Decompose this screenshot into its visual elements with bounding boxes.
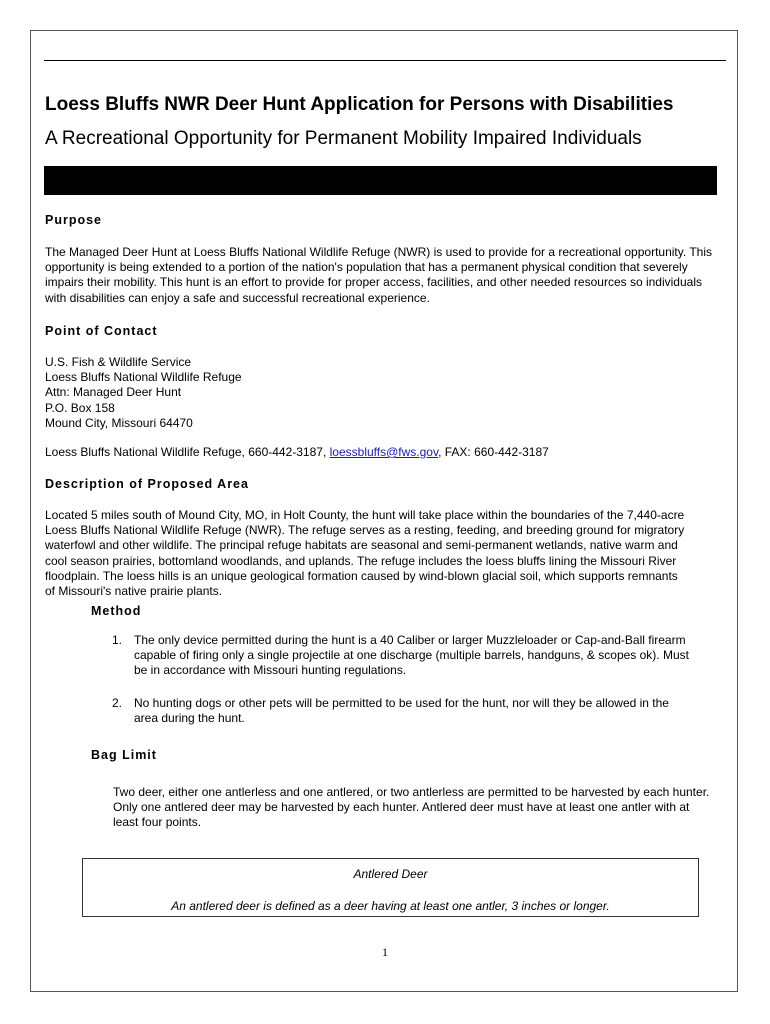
method-line: be in accordance with Missouri hunting regulations. <box>134 663 407 678</box>
bag-limit-line: least four points. <box>113 815 202 830</box>
list-number: 2. <box>112 696 123 710</box>
method-line: The only device permitted during the hunt is a 40 Caliber or larger Muzzleloader or Cap-and-Ball firearm <box>134 633 686 647</box>
description-line: cool season prairies, bottomland woodlands, and uplands. The refuge includes the loess bluffs lining the Missouri River <box>45 553 677 568</box>
page-number: 1 <box>382 945 388 959</box>
document-subtitle: A Recreational Opportunity for Permanent Mobility Impaired Individuals <box>45 128 642 149</box>
note-title: Antlered Deer <box>353 867 428 881</box>
contact-address <box>45 355 725 431</box>
document-title: Loess Bluffs NWR Deer Hunt Application for Persons with Disabilities <box>45 94 674 115</box>
method-line: No hunting dogs or other pets will be permitted to be used for the hunt, nor will they be allowed in the <box>134 696 669 710</box>
purpose-line: impairs their mobility. This hunt is an effort to provide for proper access, facilities, and other needed resources so individuals <box>45 275 702 290</box>
address-line: U.S. Fish & Wildlife Service <box>45 355 192 369</box>
bag-limit-paragraph <box>113 785 713 831</box>
header-bar <box>44 166 717 195</box>
description-line: floodplain. The loess hills is an unique geological formation caused by wind-blown glacial soil, which supports remnants <box>45 568 678 583</box>
top-rule <box>44 60 726 61</box>
description-line: of Missouri's native prairie plants. <box>45 584 223 599</box>
description-line: waterfowl and other wildlife. The principal refuge habitats are seasonal and semi-permanent wetlands, native warm and <box>45 538 678 553</box>
note-text: An antlered deer is defined as a deer having at least one antler, 3 inches or longer. <box>171 899 610 913</box>
contact-fax: , FAX: 660-442-3187 <box>438 445 549 459</box>
purpose-heading: Purpose <box>45 213 103 227</box>
purpose-line: opportunity is being extended to a portion of the nation's population that has a permanent physical condition that severely <box>45 260 688 275</box>
contact-heading: Point of Contact <box>45 324 158 338</box>
purpose-paragraph <box>45 245 725 306</box>
purpose-line: The Managed Deer Hunt at Loess Bluffs National Wildlife Refuge (NWR) is used to provide for a recreational opportunity. This <box>45 245 712 259</box>
antlered-deer-box <box>82 858 699 917</box>
contact-email-link[interactable]: loessbluffs@fws.gov <box>329 445 439 459</box>
list-number: 1. <box>112 633 123 647</box>
bag-limit-heading: Bag Limit <box>91 748 157 762</box>
contact-phone: Loess Bluffs National Wildlife Refuge, 660-442-3187, <box>45 445 330 459</box>
description-heading: Description of Proposed Area <box>45 477 249 491</box>
purpose-line: with disabilities can enjoy a safe and successful recreational experience. <box>45 290 430 305</box>
description-paragraph <box>45 508 725 599</box>
address-line: Mound City, Missouri 64470 <box>45 415 193 430</box>
bag-limit-line: Two deer, either one antlerless and one antlered, or two antlerless are permitted to be harvested by each hunter. <box>113 785 710 799</box>
contact-line <box>45 445 725 460</box>
bag-limit-line: Only one antlered deer may be harvested by each hunter. Antlered deer must have at least one antler with at <box>113 800 690 815</box>
address-line: Loess Bluffs National Wildlife Refuge <box>45 370 242 385</box>
method-item-2 <box>112 696 712 730</box>
method-heading: Method <box>91 604 142 618</box>
description-line: Loess Bluffs National Wildlife Refuge (NWR). The refuge serves as a resting, feeding, and breeding ground for migratory <box>45 523 685 538</box>
method-line: area during the hunt. <box>134 711 245 726</box>
description-line: Located 5 miles south of Mound City, MO, in Holt County, the hunt will take place within the boundaries of the 7,440-acre <box>45 508 685 522</box>
address-line: P.O. Box 158 <box>45 400 115 415</box>
method-line: capable of firing only a single projectile at one discharge (multiple barrels, handguns, & scopes ok). Must <box>134 648 689 663</box>
address-line: Attn: Managed Deer Hunt <box>45 385 182 400</box>
method-item-1 <box>112 633 712 683</box>
